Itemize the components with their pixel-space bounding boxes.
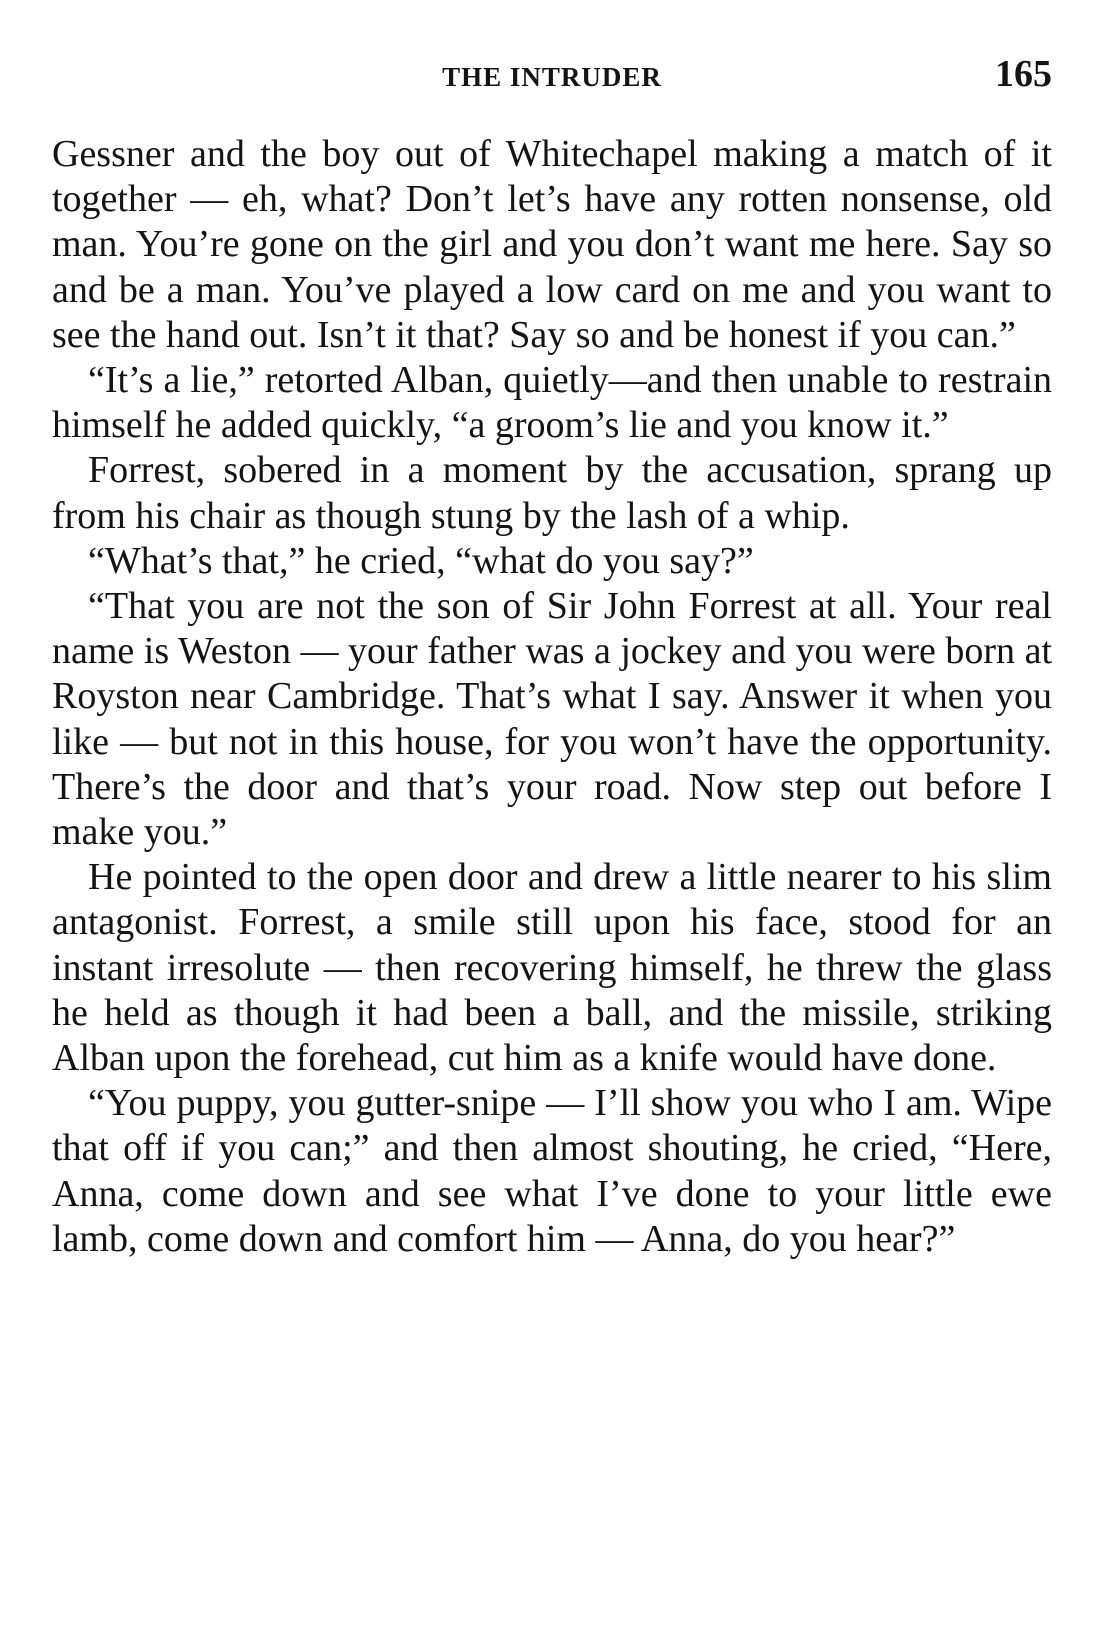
paragraph: “That you are not the son of Sir John Forrest at all. Your real name is Weston — your father was a jockey and you were born at Royston near Cambridge. That’s what I say. Answer it when you like — but not in this house, for you won’t have the opportunity. There’s the door and that’s your road. Now step out before I make you.” [52,585,1052,854]
paragraph: He pointed to the open door and drew a little nearer to his slim antagonist. Forrest, a smile still upon his face, stood for an instant irresolute — then recovering himself, he threw the glass he held as though it had been a ball, and the missile, striking Alban upon the forehead, cut him as a knife would have done. [52,856,1052,1080]
paragraph: Gessner and the boy out of Whitechapel making a match of it together — eh, what? Don’t let’s have any rotten nonsense, old man. You’re gone on the girl and you don’t want me here. Say so and be a man. You’ve played a low card on me and you want to see the hand out. Isn’t it that? Say so and be honest if you can.” [52,133,1052,356]
body-text [52,132,1052,1262]
paragraph: “What’s that,” he cried, “what do you say?” [88,539,754,582]
paragraph: “It’s a lie,” retorted Alban, quietly—and then unable to restrain himself he added quickly, “a groom’s lie and you know it.” [52,359,1052,447]
running-title: THE INTRUDER [442,62,662,92]
running-head [52,52,1052,102]
paragraph: “You puppy, you gutter-snipe — I’ll show you who I am. Wipe that off if you can;” and then almost shouting, he cried, “Here, Anna, come down and see what I’ve done to your little ewe lamb, come down and comfort him — Anna, do you hear?” [52,1082,1052,1260]
paragraph: Forrest, sobered in a moment by the accusation, sprang up from his chair as though stung by the lash of a whip. [52,449,1052,537]
page-number: 165 [995,53,1052,95]
